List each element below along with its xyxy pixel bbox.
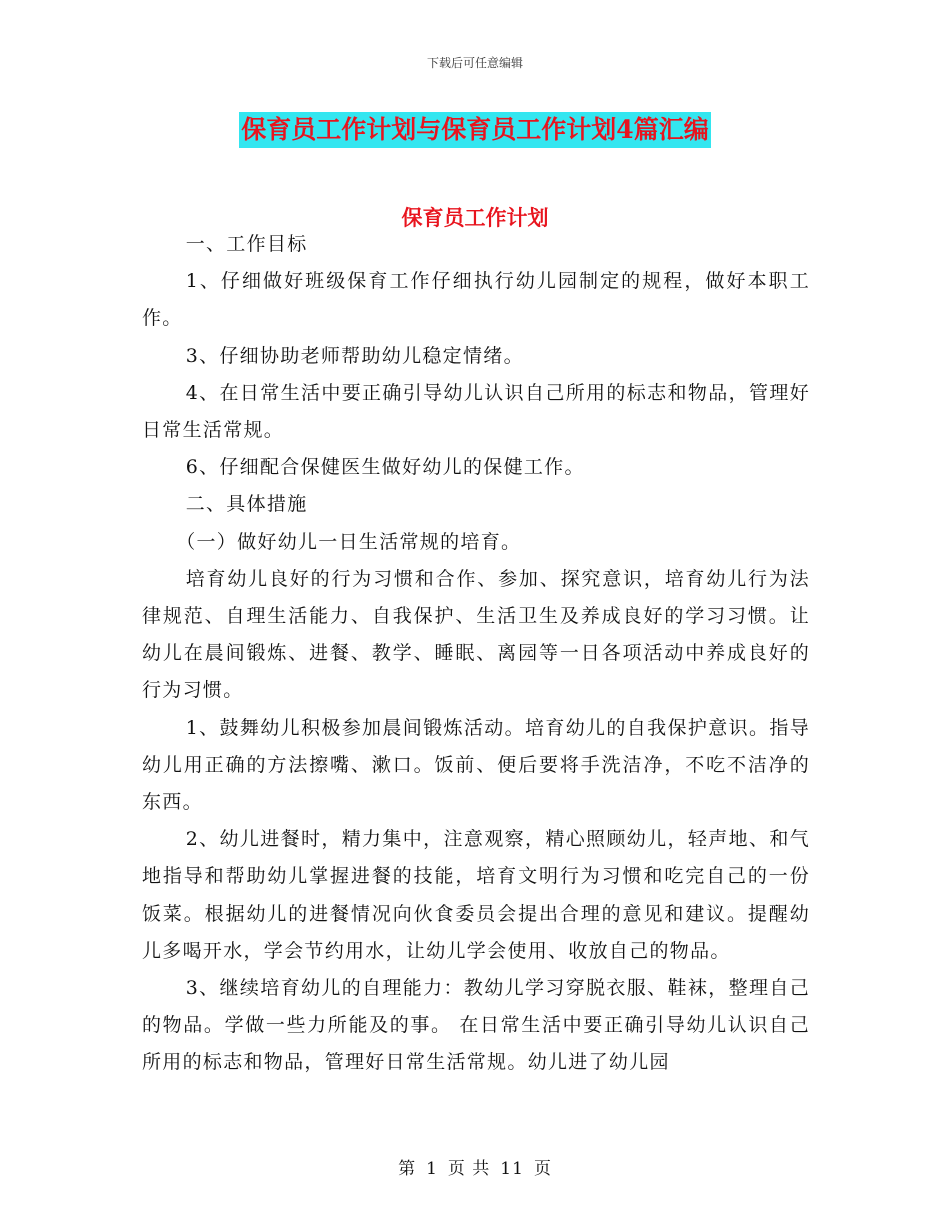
heading-work-goals: 一、工作目标 <box>185 233 308 255</box>
paragraph-goal-4: 4、在日常生活中要正确引导幼儿认识自己所用的标志和物品，管理好日常生活常规。 <box>142 381 810 442</box>
current-page-number: 1 <box>426 1159 438 1179</box>
paragraph-goal-1: 1、仔细做好班级保育工作仔细执行幼儿园制定的规程，做好本职工作。 <box>142 270 810 330</box>
document-title-text: 保育员工作计划与保育员工作计划4篇汇编 <box>239 112 710 148</box>
page-label-prefix: 第 <box>398 1159 417 1179</box>
paragraph-measure-1: 1、鼓舞幼儿积极参加晨间锻炼活动。培育幼儿的自我保护意识。指导幼儿用正确的方法擦嘴、漱口。饭前、便后要将手洗洁净，不吃不洁净的东西。 <box>142 716 810 814</box>
document-body <box>142 226 810 1082</box>
heading-measures: 二、具体措施 <box>185 493 308 516</box>
paragraph-goal-6: 6、仔细配合保健医生做好幼儿的保健工作。 <box>185 456 585 479</box>
page-footer <box>0 1154 950 1179</box>
paragraph-measure-3: 3、继续培育幼儿的自理能力：教幼儿学习穿脱衣服、鞋袜，整理自己的物品。学做一些力所能及的事。 在日常生活中要正确引导幼儿认识自己所用的标志和物品，管理好日常生活常规。幼儿进了幼儿园 <box>142 977 810 1074</box>
paragraph-measure-2: 2、幼儿进餐时，精力集中，注意观察，精心照顾幼儿，轻声地、和气地指导和帮助幼儿掌握进餐的技能，培育文明行为习惯和吃完自己的一份饭菜。根据幼儿的进餐情况向伙食委员会提出合理的意见和建议。提醒幼儿多喝开水，学会节约用水，让幼儿学会使用、收放自己的物品。 <box>142 828 810 962</box>
paragraph-habits: 培育幼儿良好的行为习惯和合作、参加、探究意识，培育幼儿行为法律规范、自理生活能力、自我保护、生活卫生及养成良好的学习习惯。让幼儿在晨间锻炼、进餐、教学、睡眠、离园等一日各项活动中养成良好的行为习惯。 <box>142 567 810 702</box>
total-pages-number: 11 <box>500 1159 524 1179</box>
page-label-middle: 页 共 <box>447 1159 491 1179</box>
document-title <box>0 112 950 148</box>
page-label-suffix: 页 <box>533 1159 552 1179</box>
paragraph-goal-3: 3、仔细协助老师帮助幼儿稳定情绪。 <box>185 344 524 367</box>
subheading-daily-routine: （一）做好幼儿一日生活常规的培育。 <box>176 530 522 553</box>
page-header-note: 下载后可任意编辑 <box>426 56 523 70</box>
section-title: 保育员工作计划 <box>401 205 549 230</box>
